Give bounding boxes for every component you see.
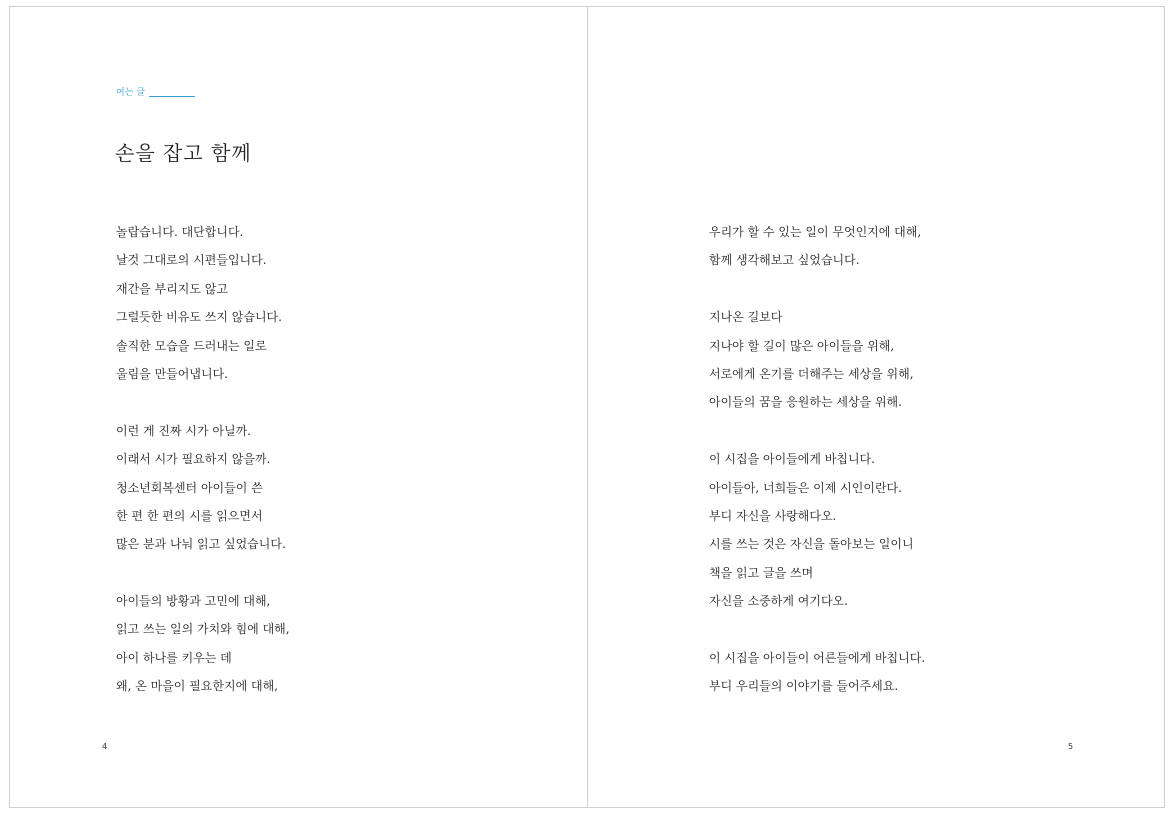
section-label-text: 여는 글: [116, 88, 145, 98]
section-label: [116, 85, 195, 98]
stanza-break: [709, 417, 925, 445]
right-page-poem: [709, 218, 925, 701]
poem-line: 아이들의 방황과 고민에 대해,: [116, 594, 271, 609]
poem-line: 시를 쓰는 것은 자신을 돌아보는 일이니: [709, 537, 914, 552]
left-page-poem: [116, 218, 290, 701]
poem-line: 솔직한 모습을 드러내는 일로: [116, 338, 267, 353]
book-spread: [9, 6, 1165, 808]
page-number-right: 5: [1068, 742, 1074, 751]
poem-line: 자신을 소중하게 여기다오.: [709, 594, 848, 609]
poem-line: 이 시집을 아이들이 어른들에게 바칩니다.: [709, 650, 926, 665]
poem-line: 이 시집을 아이들에게 바칩니다.: [709, 452, 875, 467]
poem-line: 책을 읽고 글을 쓰며: [709, 565, 814, 580]
poem-line: 이래서 시가 필요하지 않을까.: [116, 452, 271, 467]
poem-line: 많은 분과 나눠 읽고 싶었습니다.: [116, 537, 286, 552]
section-label-rule: [149, 96, 195, 97]
poem-line: 읽고 쓰는 일의 가치와 힘에 대해,: [116, 622, 290, 637]
poem-line: 그럴듯한 비유도 쓰지 않습니다.: [116, 310, 282, 325]
poem-line: 우리가 할 수 있는 일이 무엇인지에 대해,: [709, 225, 922, 239]
stanza-break: [709, 275, 925, 303]
poem-line: 부디 자신을 사랑해다오.: [709, 508, 837, 523]
poem-line: 지나야 할 길이 많은 아이들을 위해,: [709, 338, 895, 353]
poem-line: 왜, 온 마을이 필요한지에 대해,: [116, 679, 278, 694]
page-divider: [587, 7, 588, 807]
poem-line: 울림을 만들어냅니다.: [116, 366, 228, 381]
poem-line: 재간을 부리지도 않고: [116, 281, 228, 296]
page-number-left: 4: [102, 742, 108, 751]
poem-line: 아이들의 꿈을 응원하는 세상을 위해.: [709, 395, 902, 410]
poem-line: 부디 우리들의 이야기를 들어주세요.: [709, 679, 899, 694]
page-title: 손을 잡고 함께: [115, 141, 252, 165]
poem-line: 아이들아, 너희들은 이제 시인이란다.: [709, 480, 902, 495]
poem-line: 한 편 한 편의 시를 읽으면서: [116, 508, 263, 523]
stanza-break: [116, 559, 290, 587]
poem-line: 아이 하나를 키우는 데: [116, 650, 232, 665]
poem-line: 놀랍습니다. 대단합니다.: [116, 225, 244, 239]
poem-line: 함께 생각해보고 싶었습니다.: [709, 253, 860, 268]
poem-line: 날것 그대로의 시편들입니다.: [116, 253, 267, 268]
poem-line: 청소년회복센터 아이들이 쓴: [116, 480, 263, 495]
stanza-break: [709, 615, 925, 643]
poem-line: 지나온 길보다: [709, 310, 783, 325]
poem-line: 서로에게 온기를 더해주는 세상을 위해,: [709, 366, 914, 381]
poem-line: 이런 게 진짜 시가 아닐까.: [116, 423, 251, 438]
stanza-break: [116, 388, 290, 416]
